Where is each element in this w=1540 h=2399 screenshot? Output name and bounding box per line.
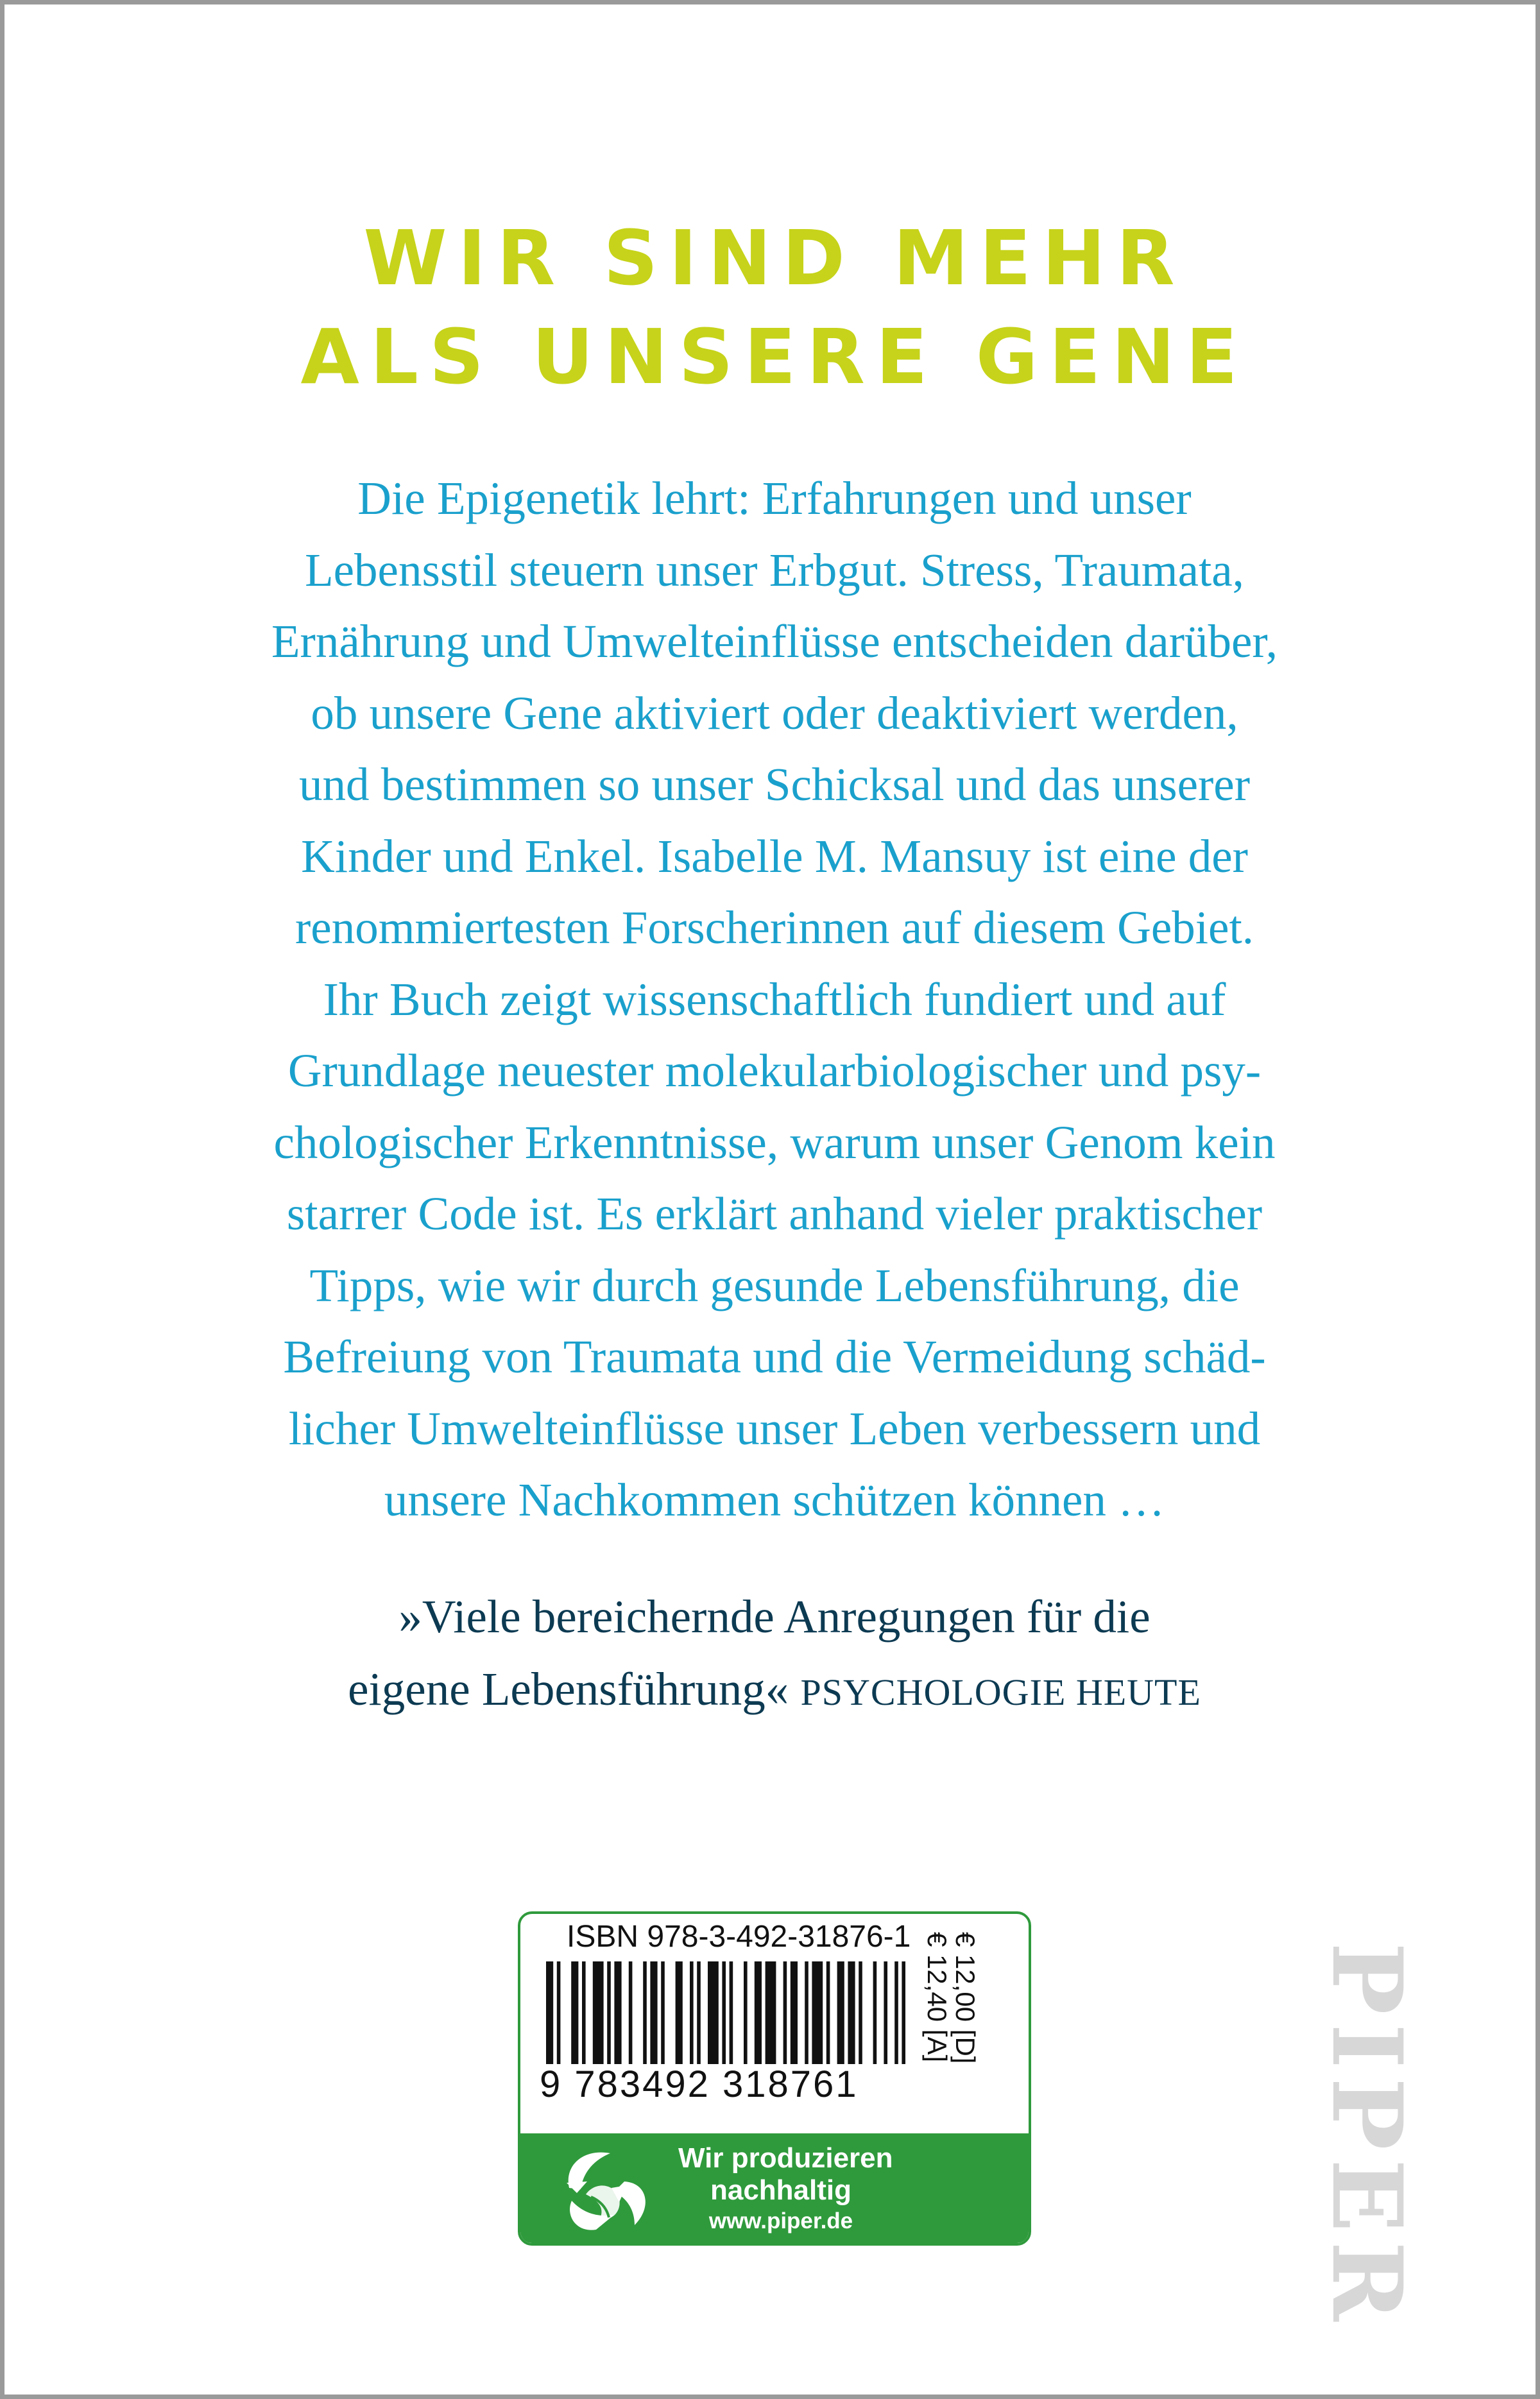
blurb-text (101, 463, 1448, 1536)
barcode-bar (805, 1961, 809, 2064)
blurb-line: renommiertesten Forscherinnen auf diesem Gebiet. (295, 901, 1254, 953)
quote-line-1: »Viele bereichernde Anregungen für die (398, 1591, 1151, 1643)
headline-line-2: ALS UNSERE GENE (300, 312, 1249, 401)
barcode-bar (902, 1961, 905, 2064)
quote-text: eigene Lebensführung« (348, 1663, 789, 1715)
barcode-bar (791, 1961, 798, 2064)
barcode-bar (571, 1961, 578, 2064)
barcode-bar (708, 1961, 719, 2064)
headline-line-1: WIR SIND MEHR (363, 214, 1186, 302)
blurb-line: Ihr Buch zeigt wissenschaftlich fundiert und auf (323, 973, 1226, 1025)
barcode-bar (697, 1961, 701, 2064)
barcode-bar (744, 1961, 748, 2064)
barcode-bar (661, 1961, 665, 2064)
barcode-bar (894, 1961, 898, 2064)
blurb-line: Kinder und Enkel. Isabelle M. Mansuy ist eine der (301, 830, 1248, 882)
barcode-bar (873, 1961, 877, 2064)
barcode-bar (607, 1961, 611, 2064)
blurb-line: Ernährung und Umwelteinflüsse entscheiden darüber, (271, 615, 1278, 667)
price-rotated (923, 1932, 979, 2063)
blurb-line: licher Umwelteinflüsse unser Leben verbessern und (288, 1402, 1261, 1455)
price-at: € 12,40 [A] (922, 1932, 952, 2063)
barcode-bar (848, 1961, 855, 2064)
press-quote (101, 1580, 1448, 1729)
quote-source: PSYCHOLOGIE HEUTE (800, 1671, 1201, 1713)
publisher-url: www.piper.de (708, 2208, 853, 2233)
barcode-bar (826, 1961, 830, 2064)
barcode-bar (690, 1961, 694, 2064)
barcode-bar (812, 1961, 823, 2064)
headline (4, 209, 1540, 406)
blurb-line: Tipps, wie wir durch gesunde Lebensführung, die (309, 1259, 1240, 1311)
barcode-box (518, 1911, 1031, 2246)
barcode-bar (766, 1961, 776, 2064)
barcode-bar (837, 1961, 844, 2064)
eco-line-1: Wir produzieren (678, 2142, 893, 2174)
barcode-bars (546, 1961, 905, 2064)
barcode-bar (593, 1961, 604, 2064)
barcode-bar (730, 1961, 733, 2064)
barcode-bar (722, 1961, 726, 2064)
isbn-label: ISBN 978-3-492-31876-1 (567, 1920, 911, 1954)
blurb-line: Grundlage neuester molekularbiologischer und psy- (287, 1045, 1262, 1097)
eco-badge (520, 2133, 1029, 2246)
quote-line-2 (101, 1653, 1448, 1729)
barcode-bar (676, 1961, 683, 2064)
blurb-line: ob unsere Gene aktiviert oder deaktiviert werden, (311, 687, 1238, 739)
price-de: € 12,00 [D] (950, 1932, 980, 2064)
barcode-bar (582, 1961, 586, 2064)
blurb-line: Die Epigenetik lehrt: Erfahrungen und unser (357, 472, 1192, 524)
publisher-logo-text: PIPER (1310, 1942, 1423, 2330)
barcode-bar (783, 1961, 787, 2064)
blurb-line: und bestimmen so unser Schicksal und das unserer (298, 758, 1251, 810)
blurb-line: starrer Code ist. Es erklärt anhand vieler praktischer (286, 1188, 1263, 1240)
eco-text (678, 2142, 893, 2236)
eco-line-2: nachhaltig (710, 2174, 852, 2206)
barcode-bar (614, 1961, 621, 2064)
barcode-bar (884, 1961, 887, 2064)
blurb-line: Befreiung von Traumata und die Vermeidung schäd- (283, 1331, 1266, 1383)
barcode-bar (859, 1961, 862, 2064)
barcode-bar (755, 1961, 762, 2064)
barcode-bar (629, 1961, 633, 2064)
barcode-bar (643, 1961, 647, 2064)
barcode-bar (557, 1961, 561, 2064)
blurb-line: unsere Nachkommen schützen können … (384, 1474, 1165, 1526)
ean-digits: 9 783492 318761 (540, 2063, 859, 2105)
recycle-leaves-icon (558, 2143, 654, 2236)
barcode-bar (650, 1961, 657, 2064)
blurb-line: chologischer Erkenntnisse, warum unser Genom kein (273, 1116, 1276, 1168)
blurb-line: Lebensstil steuern unser Erbgut. Stress, Traumata, (305, 543, 1244, 596)
barcode-bar (546, 1961, 553, 2064)
